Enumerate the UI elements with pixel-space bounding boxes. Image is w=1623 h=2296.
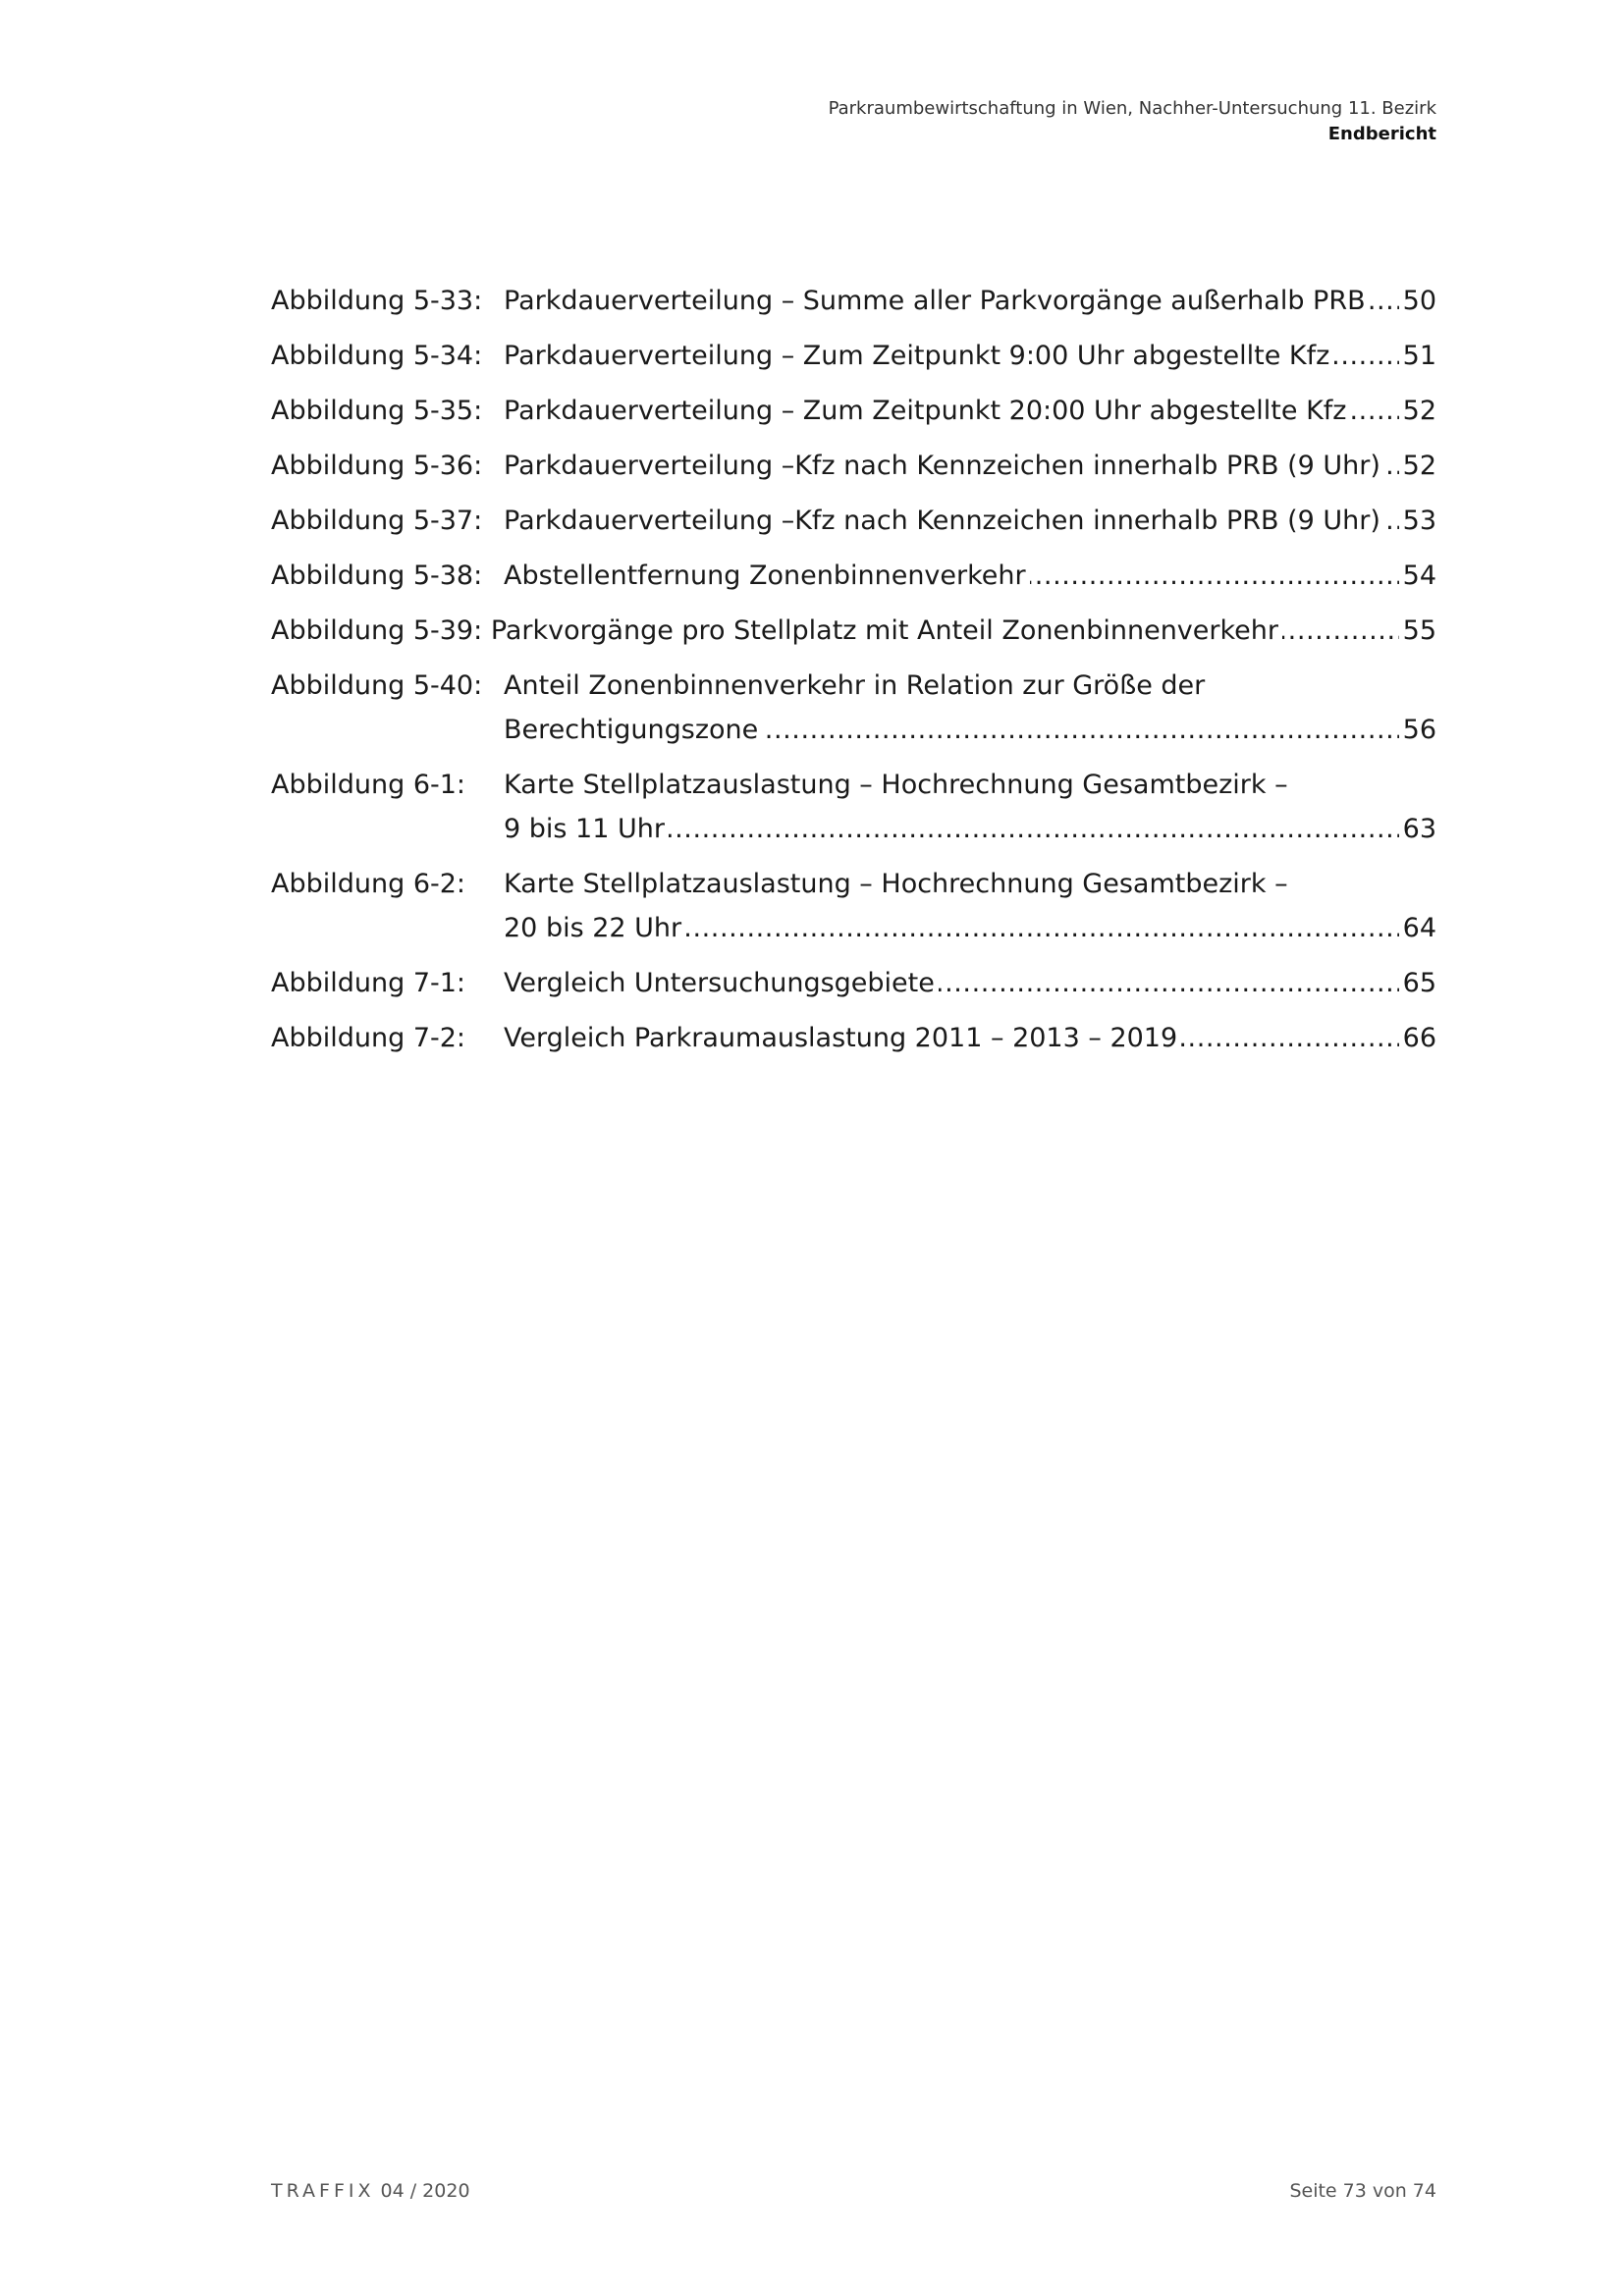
- toc-entry-page-number: 53: [1399, 499, 1436, 543]
- toc-entry-line-with-leader: [504, 334, 1436, 378]
- toc-entry[interactable]: [271, 554, 1436, 598]
- toc-entry-line-with-leader: [504, 807, 1436, 851]
- page-header: [829, 96, 1436, 147]
- toc-entry-title: Abstellentfernung Zonenbinnenverkehr: [504, 561, 1030, 591]
- toc-entry[interactable]: [271, 444, 1436, 488]
- toc-entry-body: [504, 1016, 1436, 1060]
- toc-entry-line-with-leader: [504, 961, 1436, 1005]
- toc-entry-page-number: 52: [1399, 389, 1436, 433]
- toc-entry-title: Parkvorgänge pro Stellplatz mit Anteil Zonenbinnenverkehr: [490, 615, 1278, 646]
- toc-entry-line-with-leader: [504, 389, 1436, 433]
- toc-entry-page-number: 54: [1399, 554, 1436, 598]
- toc-entry[interactable]: [271, 609, 1436, 653]
- toc-entry-body: [504, 279, 1436, 323]
- toc-entry-line: [504, 664, 1436, 708]
- toc-entry-title: 9 bis 11 Uhr: [504, 814, 669, 844]
- toc-entry-body: [504, 862, 1436, 950]
- toc-entry-page-number: 50: [1399, 279, 1436, 323]
- toc-entry-label: Abbildung 7-1:: [271, 961, 465, 1005]
- toc-entry-line: [504, 763, 1436, 807]
- toc-entry-title: Karte Stellplatzauslastung – Hochrechnung Gesamtbezirk –: [504, 869, 1292, 899]
- toc-entry-label: Abbildung 5-40:: [271, 664, 482, 708]
- toc-entry[interactable]: [271, 279, 1436, 323]
- toc-entry-line-with-leader: [504, 444, 1436, 488]
- toc-entry-page-number: 55: [1399, 609, 1436, 653]
- toc-entry-label: Abbildung 6-2:: [271, 862, 465, 906]
- toc-entry-label: Abbildung 6-1:: [271, 763, 465, 807]
- footer-date: 04 / 2020: [380, 2180, 470, 2202]
- toc-entry-line: [504, 862, 1436, 906]
- toc-entry-title: Vergleich Untersuchungsgebiete: [504, 968, 939, 998]
- toc-entry-page-number: 64: [1399, 906, 1436, 950]
- toc-entry-title: Parkdauerverteilung – Zum Zeitpunkt 9:00 Uhr abgestellte Kfz: [504, 341, 1333, 371]
- footer-left: [271, 2180, 470, 2202]
- toc-entry-body: [504, 554, 1436, 598]
- toc-entry-label: Abbildung 5-34:: [271, 334, 482, 378]
- toc-entry-line-with-leader: [504, 1016, 1436, 1060]
- toc-entry-label: Abbildung 5-36:: [271, 444, 482, 488]
- toc-entry[interactable]: [271, 664, 1436, 752]
- toc-entry-page-number: 51: [1399, 334, 1436, 378]
- toc-entry-line-with-leader: [504, 499, 1436, 543]
- toc-entry[interactable]: [271, 961, 1436, 1005]
- toc-entry[interactable]: [271, 334, 1436, 378]
- toc-entry[interactable]: [271, 763, 1436, 851]
- toc-entry-title: Anteil Zonenbinnenverkehr in Relation zur Größe der: [504, 670, 1209, 701]
- header-doc-type: Endbericht: [1327, 124, 1436, 144]
- toc-entry-body: [504, 961, 1436, 1005]
- toc-entry-body: [504, 763, 1436, 851]
- toc-entry-label: Abbildung 5-33:: [271, 279, 482, 323]
- toc-entry-title: Berechtigungszone: [504, 715, 762, 745]
- toc-entry-line-with-leader: [504, 906, 1436, 950]
- toc-entry-label: Abbildung 5-37:: [271, 499, 482, 543]
- toc-entry-page-number: 56: [1399, 708, 1436, 752]
- toc-entry-title: Parkdauerverteilung –Kfz nach Kennzeichen innerhalb PRB (9 Uhr): [504, 451, 1384, 481]
- toc-entry-label: Abbildung 5-35:: [271, 389, 482, 433]
- toc-entry[interactable]: [271, 389, 1436, 433]
- toc-entry-body: [504, 499, 1436, 543]
- footer-page-info: Seite 73 von 74: [1289, 2180, 1436, 2202]
- toc-entry-line-with-leader: [504, 708, 1436, 752]
- toc-entry-label: Abbildung 5-39:: [271, 615, 483, 646]
- toc-entry[interactable]: [271, 499, 1436, 543]
- toc-entry-page-number: 66: [1399, 1016, 1436, 1060]
- toc-entry-title: Vergleich Parkraumauslastung 2011 – 2013 – 2019: [504, 1023, 1181, 1053]
- toc-entry-label: Abbildung 5-38:: [271, 554, 482, 598]
- toc-entry-body: [271, 609, 1436, 653]
- toc-entry-title: 20 bis 22 Uhr: [504, 913, 685, 943]
- toc-entry-body: [504, 389, 1436, 433]
- toc-entry-line-with-leader: [504, 554, 1436, 598]
- toc-entry[interactable]: [271, 1016, 1436, 1060]
- footer-company: TRAFFIX: [271, 2180, 375, 2202]
- toc-entry-page-number: 65: [1399, 961, 1436, 1005]
- toc-entry-page-number: 63: [1399, 807, 1436, 851]
- toc-entry[interactable]: [271, 862, 1436, 950]
- toc-entry-body: [504, 444, 1436, 488]
- toc-entry-body: [504, 664, 1436, 752]
- header-title: Parkraumbewirtschaftung in Wien, Nachher-Untersuchung 11. Bezirk: [828, 98, 1436, 119]
- toc-entry-title: Parkdauerverteilung – Summe aller Parkvorgänge außerhalb PRB: [504, 286, 1370, 316]
- toc-entry-page-number: 52: [1399, 444, 1436, 488]
- toc-entry-line-with-leader: [504, 279, 1436, 323]
- toc-entry-title: Parkdauerverteilung –Kfz nach Kennzeichen innerhalb PRB (9 Uhr): [504, 506, 1384, 536]
- toc-entry-body: [504, 334, 1436, 378]
- table-of-figures: [271, 279, 1436, 1071]
- toc-entry-title: Karte Stellplatzauslastung – Hochrechnung Gesamtbezirk –: [504, 770, 1292, 800]
- toc-entry-title: Parkdauerverteilung – Zum Zeitpunkt 20:00 Uhr abgestellte Kfz: [504, 396, 1350, 426]
- toc-entry-label: Abbildung 7-2:: [271, 1016, 465, 1060]
- toc-entry-line-with-leader: [271, 609, 1436, 653]
- toc-entry-inline-wrap: [271, 615, 1282, 646]
